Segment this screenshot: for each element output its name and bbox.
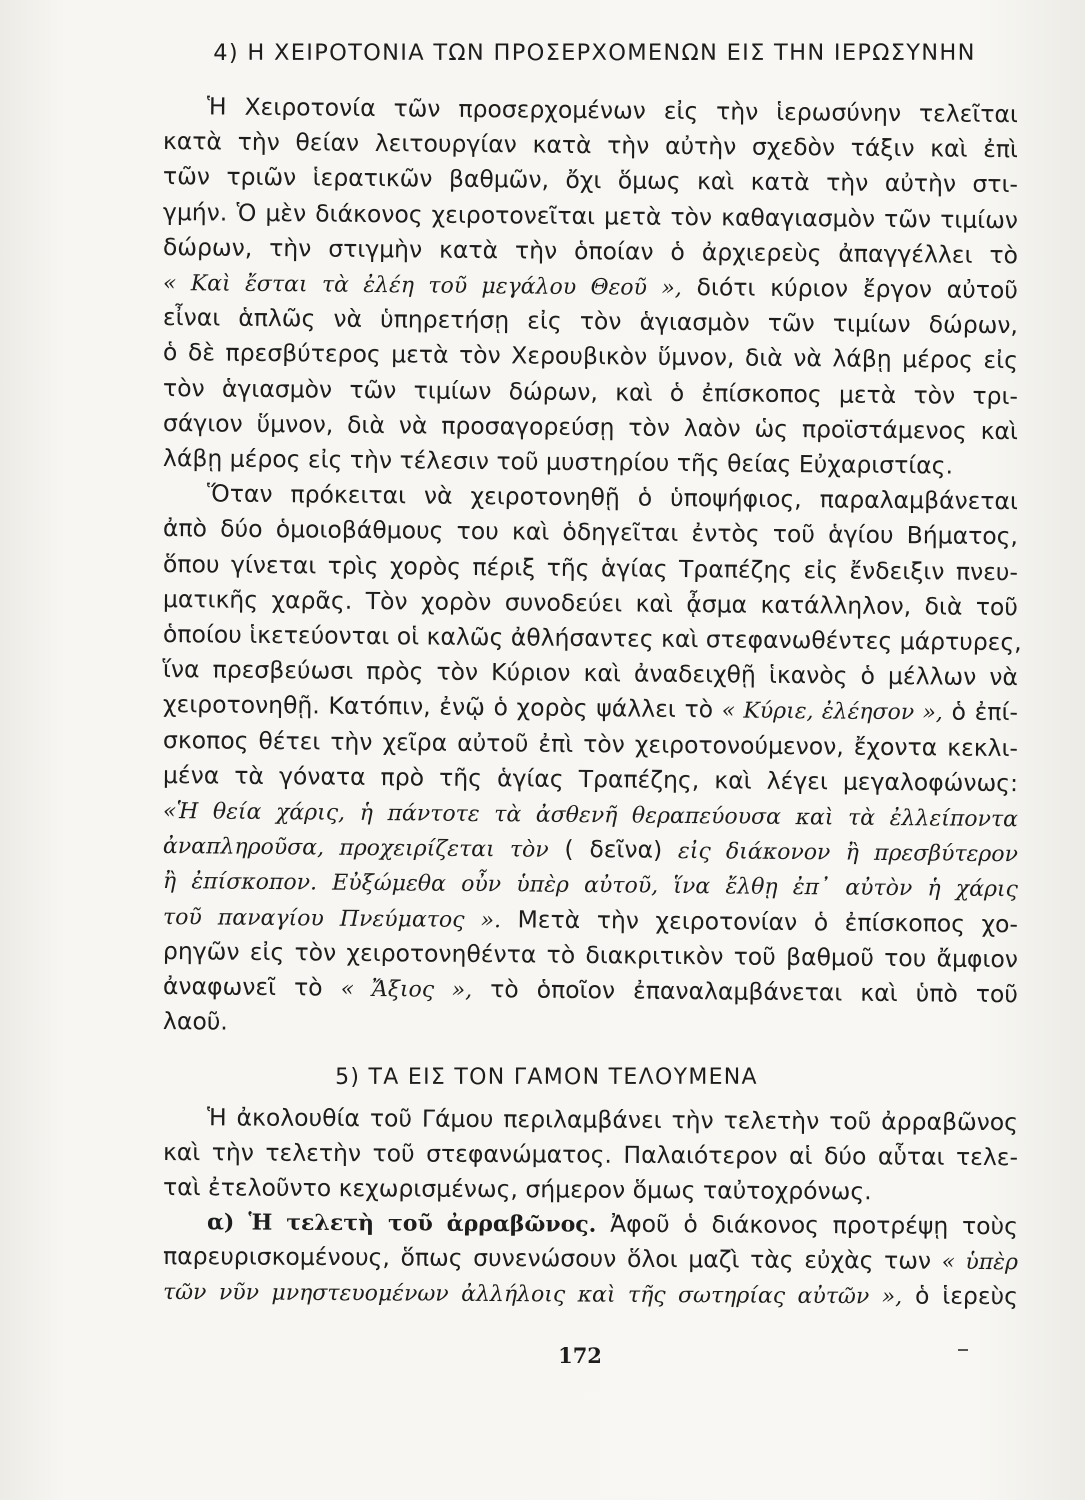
text-run: κατὰ τὴν θείαν λειτουργίαν κατὰ τὴν αὐτὴν σχεδὸν τάξιν καὶ ἐπὶ <box>162 127 1019 164</box>
italic-quote: « Κύριε, ἐλέησον », <box>721 698 943 726</box>
text-run: τῶν τριῶν ἱερατικῶν βαθμῶν, ὄχι ὅμως καὶ κατὰ τὴν αὐτὴν στι- <box>162 162 1019 199</box>
text-line <box>163 1004 1018 1046</box>
text-run: ρηγῶν εἰς τὸν χειροτονηθέντα τὸ διακριτικὸν τοῦ βαθμοῦ του ἄμφιον <box>162 936 1019 974</box>
bold-subheading: α) Ἡ τελετὴ τοῦ ἀρραβῶνος. <box>206 1209 597 1239</box>
text-run: ὁ ἱερεὺς <box>902 1281 1019 1311</box>
text-run: ὁ δὲ πρεσβύτερος μετὰ τὸν Χερουβικὸν ὕμνον, διὰ νὰ λάβῃ μέρος εἰς <box>162 338 1019 375</box>
text-run: Μετὰ τὴν χειροτονίαν ὁ ἐπίσκοπος χο- <box>500 904 1019 938</box>
text-run: ἀναφωνεῖ τὸ <box>162 972 341 1002</box>
text-line <box>163 1204 1018 1243</box>
italic-quote: « Καὶ ἔσται τὰ ἐλέη τοῦ μεγάλου Θεοῦ », <box>162 271 682 301</box>
text-run: ἀπὸ δύο ὁμοιοβάθμους του καὶ ὁδηγεῖται ἐντὸς τοῦ ἁγίου Βήματος, <box>162 514 1019 551</box>
text-run: διότι κύριον ἔργον αὐτοῦ <box>681 272 1019 305</box>
text-run: ( δεῖνα) <box>548 834 679 865</box>
text-run: ὁ ἐπί- <box>942 697 1019 727</box>
page-number: 172 <box>558 1343 602 1368</box>
section-heading-marriage: 5) ΤΑ ΕΙΣ ΤΟΝ ΓΑΜΟΝ ΤΕΛΟΥΜΕΝΑ <box>335 1065 758 1090</box>
text-run: τὸν ἁγιασμὸν τῶν τιμίων δώρων, καὶ ὁ ἐπίσκοπος μετὰ τὸν τρι- <box>162 373 1019 410</box>
text-run: εἶναι ἁπλῶς νὰ ὑπηρετήσῃ εἰς τὸν ἁγιασμὸν τῶν τιμίων δώρων, <box>162 303 1019 340</box>
text-line <box>163 1239 1018 1278</box>
text-run: ὁποίου ἱκετεύονται οἱ καλῶς ἀθλήσαντες καὶ στεφανωθέντες μάρτυρες, <box>162 620 1022 657</box>
italic-quote: τῶν νῦν μνηστευομένων ἀλλήλοις καὶ τῆς σωτηρίας αὐτῶν », <box>162 1280 903 1310</box>
text-run: γμήν. Ὁ μὲν διάκονος χειροτονεῖται μετὰ τὸν καθαγιασμὸν τῶν τιμίων <box>162 197 1019 234</box>
text-run: Ἡ Χειροτονία τῶν προσερχομένων εἰς τὴν ἱερωσύνην τελεῖται <box>206 92 1019 129</box>
margin-mark <box>958 1349 968 1351</box>
text-run: ματικῆς χαρᾶς. Τὸν χορὸν συνοδεύει καὶ ᾆσμα κατάλληλον, διὰ τοῦ <box>162 584 1019 622</box>
italic-quote: ἀναπληροῦσα, προχειρίζεται τὸν <box>162 834 549 863</box>
text-run: χειροτονηθῇ. Κατόπιν, ἐνῷ ὁ χορὸς ψάλλει τὸ <box>162 690 722 724</box>
text-run: Ἀφοῦ ὁ διάκονος προτρέψῃ τοὺς <box>596 1210 1019 1241</box>
text-run: δώρων, τὴν στιγμὴν κατὰ τὴν ὁποίαν ὁ ἀρχιερεὺς ἀπαγγέλλει τὸ <box>162 232 1019 270</box>
text-run: μένα τὰ γόνατα πρὸ τῆς ἁγίας Τραπέζης, καὶ λέγει μεγαλοφώνως: <box>162 760 1019 798</box>
text-line <box>163 1100 1018 1139</box>
text-line <box>163 1170 1018 1209</box>
text-run: καὶ τὴν τελετὴν τοῦ στεφανώματος. Παλαιότερον αἱ δύο αὗται τελε- <box>162 1137 1019 1172</box>
text-run: ταὶ ἐτελοῦντο κεχωρισμένως, σήμερον ὅμως ταὐτοχρόνως. <box>162 1172 872 1205</box>
text-run: παρευρισκομένους, ὅπως συνενώσουν ὅλοι μαζὶ τὰς εὐχὰς των <box>162 1242 942 1275</box>
text-run: ὅπου γίνεται τρὶς χορὸς πέριξ τῆς ἁγίας Τραπέζης εἰς ἔνδειξιν πνευ- <box>162 549 1019 586</box>
text-run: Ὅταν πρόκειται νὰ χειροτονηθῇ ὁ ὑποψήφιος, παραλαμβάνεται <box>206 479 1019 516</box>
italic-quote: τοῦ παναγίου Πνεύματος ». <box>162 904 502 933</box>
text-run: λάβῃ μέρος εἰς τὴν τέλεσιν τοῦ μυστηρίου τῆς θείας Εὐχαριστίας. <box>162 444 954 480</box>
section-heading-ordination: 4) Η ΧΕΙΡΟΤΟΝΙΑ ΤΩΝ ΠΡΟΣΕΡΧΟΜΕΝΩΝ ΕΙΣ ΤΗΝ ΙΕΡΩΣΥΝΗΝ <box>213 40 976 66</box>
text-run: σκοπος θέτει τὴν χεῖρα αὐτοῦ ἐπὶ τὸν χειροτονούμενον, ἔχοντα κεκλι- <box>162 725 1019 762</box>
text-line <box>163 1274 1018 1313</box>
text-run: Ἡ ἀκολουθία τοῦ Γάμου περιλαμβάνει τὴν τελετὴν τοῦ ἀρραβῶνος <box>206 1103 1019 1137</box>
text-run: ἵνα πρεσβεύωσι πρὸς τὸν Κύριον καὶ ἀναδειχθῇ ἱκανὸς ὁ μέλλων νὰ <box>162 655 1019 692</box>
text-run: σάγιον ὕμνον, διὰ νὰ προσαγορεύσῃ τὸν λαὸν ὡς προϊστάμενος καὶ <box>162 408 1019 446</box>
text-run: λαοῦ. <box>162 1007 228 1036</box>
text-run: τὸ ὁποῖον ἐπαναλαμβάνεται καὶ ὑπὸ τοῦ <box>472 974 1019 1009</box>
italic-quote: ἢ ἐπίσκοπον. Εὐξώμεθα οὖν ὑπὲρ αὐτοῦ, ἵνα ἔλθῃ ἐπ᾽ αὐτὸν ἡ χάρις <box>162 869 1019 903</box>
italic-quote: « ὑπὲρ <box>941 1249 1019 1276</box>
text-line <box>163 1135 1018 1174</box>
italic-quote: «Ἡ θεία χάρις, ἡ πάντοτε τὰ ἀσθενῆ θεραπεύουσα καὶ τὰ ἐλλείποντα <box>162 799 1019 833</box>
italic-quote: εἰς διάκονον ἢ πρεσβύτερον <box>677 839 1019 868</box>
italic-quote: « Ἄξιος », <box>340 976 473 1003</box>
